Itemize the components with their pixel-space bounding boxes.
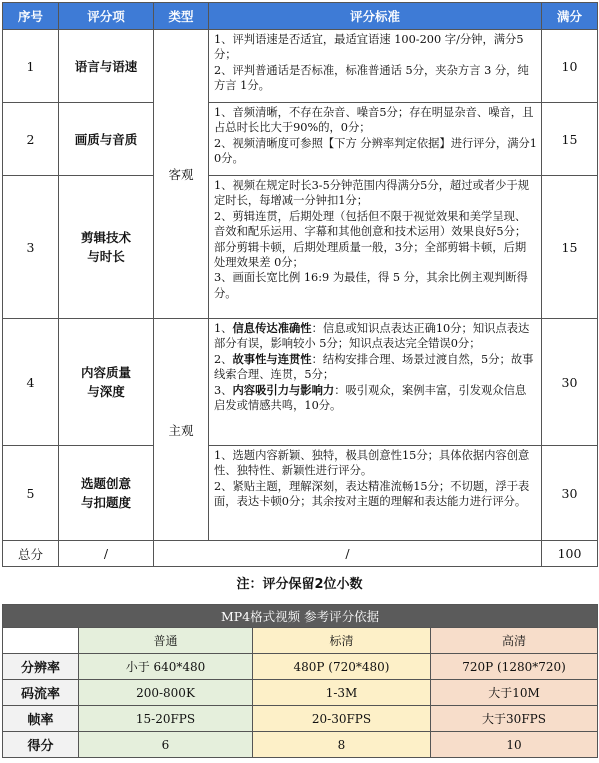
criteria-prefix: 2、 [214, 352, 233, 366]
row-score: 30 [542, 446, 598, 541]
reference-title: MP4格式视频 参考评分依据 [3, 605, 598, 628]
criteria-line [214, 352, 537, 383]
criteria-line: 1、评判语速是否适宜，最适宜语速 100-200 字/分钟，满分5分； [214, 33, 524, 62]
criteria-line: 2、评判普通话是否标准，标准普通话 5分，夹杂方言 3 分，纯方言 1分。 [214, 63, 529, 93]
item-label: 选题创意 [80, 476, 131, 491]
row-criteria [209, 103, 542, 176]
item-label: 与深度 [87, 384, 125, 399]
criteria-line: 2、剪辑连贯，后期处理（包括但不限于视觉效果和美学呈现、音效和配乐运用、字幕和其他创意和技术运用）效果良好5分；部分剪辑卡顿，后期处理质量一般，3分；全部剪辑卡顿，后期处理效果差 0分； [214, 209, 527, 270]
row-criteria [209, 446, 542, 541]
criteria-keyword: 内容吸引力与影响力 [232, 383, 335, 397]
row-label: 分辨率 [3, 654, 79, 680]
total-score: 100 [542, 541, 598, 567]
row-item [59, 30, 154, 103]
table-row [3, 706, 598, 732]
row-criteria [209, 319, 542, 446]
scoring-table [2, 2, 598, 567]
row-score: 10 [542, 30, 598, 103]
column-sd: 标清 [253, 628, 431, 654]
criteria-keyword: 故事性与连贯性 [232, 352, 312, 366]
row-number: 5 [3, 446, 59, 541]
row-criteria [209, 176, 542, 319]
cell-hd: 大于10M [431, 680, 598, 706]
cell-sd: 8 [253, 732, 431, 758]
type-objective: 客观 [154, 30, 209, 319]
total-item: / [59, 541, 154, 567]
criteria-text: ：吸引观众，案例丰富，引发观众信息启发或情感共鸣，10分。 [214, 383, 527, 413]
table-row [3, 30, 598, 103]
cell-hd: 720P (1280*720) [431, 654, 598, 680]
header-criteria: 评分标准 [209, 3, 542, 30]
criteria-prefix: 1、 [214, 322, 233, 335]
reference-header-row [3, 628, 598, 654]
criteria-line: 2、紧贴主题，理解深刻，表达精准流畅15分；不切题，浮于表面，表达卡顿0分；其余按对主题的理解和表达能力进行评分。 [214, 479, 530, 509]
table-row [3, 654, 598, 680]
row-label: 帧率 [3, 706, 79, 732]
header-no: 序号 [3, 3, 59, 30]
cell-normal: 6 [79, 732, 253, 758]
criteria-prefix: 3、 [214, 383, 233, 397]
item-label: 语言与语速 [74, 58, 138, 74]
total-row [3, 541, 598, 567]
header-score: 满分 [542, 3, 598, 30]
cell-normal: 小于 640*480 [79, 654, 253, 680]
table-row [3, 680, 598, 706]
criteria-line: 2、视频清晰度可参照【下方 分辨率判定依据】进行评分，满分10分。 [214, 136, 537, 166]
reference-title-row [3, 605, 598, 628]
header-item: 评分项 [59, 3, 154, 30]
criteria-line: 1、选题内容新颖、独特，极具创意性15分；具体依据内容创意性、独特性、新颖性进行评分。 [214, 449, 530, 478]
scoring-header-row [3, 3, 598, 30]
cell-normal: 200-800K [79, 680, 253, 706]
criteria-line: 1、视频在规定时长3-5分钟范围内得满分5分，超过或者少于规定时长，每增减一分钟扣1分； [214, 179, 529, 208]
table-row [3, 319, 598, 446]
column-normal: 普通 [79, 628, 253, 654]
table-row [3, 446, 598, 541]
cell-sd: 480P (720*480) [253, 654, 431, 680]
criteria-line [214, 383, 537, 414]
row-number: 1 [3, 30, 59, 103]
criteria-text: ：结构安排合理、场景过渡自然，5分；故事线索合理、连贯，5分； [214, 352, 534, 382]
row-item [59, 319, 154, 446]
reference-corner [3, 628, 79, 654]
total-label: 总分 [3, 541, 59, 567]
cell-sd: 20-30FPS [253, 706, 431, 732]
row-label: 得分 [3, 732, 79, 758]
item-label: 与扣题度 [80, 495, 131, 510]
row-score: 15 [542, 176, 598, 319]
item-label: 画质与音质 [74, 131, 138, 147]
row-score: 15 [542, 103, 598, 176]
row-score: 30 [542, 319, 598, 446]
item-label: 剪辑技术 [80, 230, 131, 245]
table-row [3, 732, 598, 758]
criteria-line: 3、画面长宽比例 16:9 为最佳，得 5 分，其余比例主观判断得分。 [214, 271, 528, 300]
item-label: 内容质量 [80, 365, 131, 380]
table-row [3, 103, 598, 176]
row-number: 2 [3, 103, 59, 176]
cell-hd: 大于30FPS [431, 706, 598, 732]
cell-normal: 15-20FPS [79, 706, 253, 732]
cell-hd: 10 [431, 732, 598, 758]
header-type: 类型 [154, 3, 209, 30]
criteria-text: ：信息或知识点表达正确10分；知识点表达部分有误，影响较小 5分；知识点表达完全错误0分； [214, 322, 530, 351]
cell-sd: 1-3M [253, 680, 431, 706]
row-number: 4 [3, 319, 59, 446]
row-item [59, 446, 154, 541]
table-row [3, 176, 598, 319]
row-item [59, 176, 154, 319]
row-number: 3 [3, 176, 59, 319]
row-item [59, 103, 154, 176]
row-label: 码流率 [3, 680, 79, 706]
item-label: 与时长 [87, 249, 125, 264]
total-criteria: / [154, 541, 542, 567]
column-hd: 高清 [431, 628, 598, 654]
type-subjective: 主观 [154, 319, 209, 541]
row-criteria [209, 30, 542, 103]
rounding-note: 注：评分保留2位小数 [236, 577, 363, 592]
reference-table [2, 604, 598, 758]
criteria-line [214, 321, 537, 352]
criteria-line: 1、音频清晰，不存在杂音、噪音5分；存在明显杂音、噪音，且占总时长比大于90%的，0分； [214, 106, 534, 135]
criteria-keyword: 信息传达准确性 [232, 322, 312, 335]
